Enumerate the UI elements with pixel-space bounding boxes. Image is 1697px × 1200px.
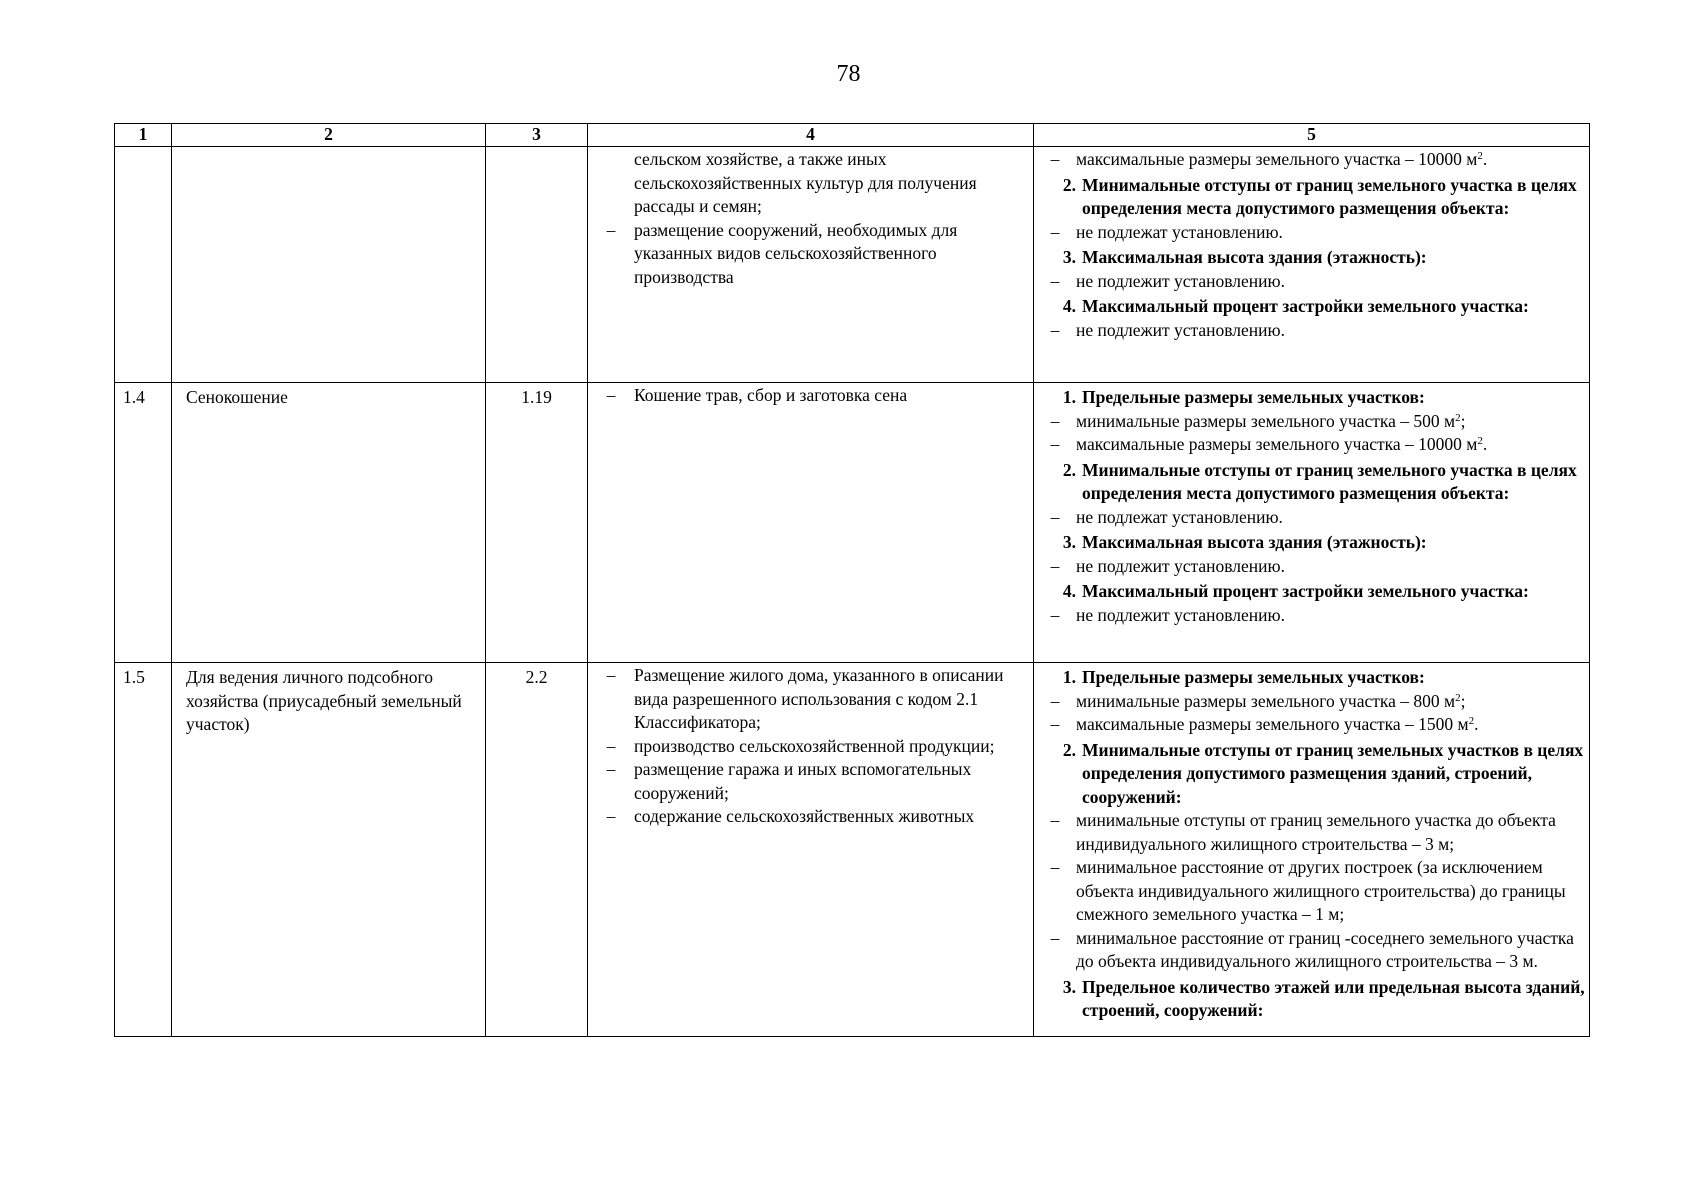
use-type-name: Сенокошение bbox=[172, 383, 486, 663]
page-number: 78 bbox=[836, 61, 861, 87]
parameter-text bbox=[1082, 386, 1589, 410]
parameter-text bbox=[1076, 506, 1589, 530]
dash-marker: – bbox=[1050, 506, 1060, 527]
parameter-text bbox=[1076, 148, 1589, 172]
use-description bbox=[588, 383, 1034, 663]
use-description bbox=[588, 147, 1034, 383]
dash-marker: – bbox=[1050, 319, 1060, 340]
parameter-item bbox=[1034, 604, 1589, 628]
parameter-text bbox=[1076, 604, 1589, 628]
dash-marker bbox=[588, 148, 634, 219]
description-item bbox=[588, 758, 1027, 805]
parameter-heading bbox=[1034, 666, 1589, 690]
superscript: 2 bbox=[1477, 150, 1483, 162]
heading-number: 3. bbox=[1062, 976, 1076, 997]
table-row bbox=[115, 383, 1590, 663]
permitted-parameters bbox=[1034, 383, 1590, 663]
parameter-heading bbox=[1034, 174, 1589, 221]
dash-marker: – bbox=[606, 665, 616, 685]
parameter-heading bbox=[1034, 531, 1589, 555]
description-text: размещение гаража и иных вспомогательных сооружений; bbox=[634, 759, 972, 803]
superscript: 2 bbox=[1455, 411, 1461, 424]
table-row bbox=[115, 147, 1590, 383]
parameter-text-main: Предельные размеры земельных участков: bbox=[1082, 387, 1425, 407]
table-row bbox=[115, 663, 1590, 1037]
description-text: производство сельскохозяйственной продукции; bbox=[634, 735, 995, 756]
parameter-heading bbox=[1034, 580, 1589, 604]
parameter-heading bbox=[1034, 976, 1589, 1023]
row-number: 1.5 bbox=[115, 663, 172, 1037]
dash-marker: – bbox=[1050, 434, 1060, 454]
heading-number: 3. bbox=[1062, 532, 1076, 552]
parameter-text-main: не подлежат установлению. bbox=[1076, 506, 1283, 527]
parameter-item bbox=[1034, 809, 1589, 856]
description-item bbox=[588, 148, 1027, 219]
parameter-item bbox=[1034, 506, 1589, 530]
parameter-text-main: не подлежат установлению. bbox=[1076, 221, 1283, 242]
parameter-item bbox=[1034, 555, 1589, 579]
permitted-parameters bbox=[1034, 147, 1590, 383]
description-item bbox=[588, 219, 1027, 290]
parameter-text bbox=[1076, 713, 1589, 737]
parameter-text bbox=[1082, 459, 1589, 506]
dash-marker: – bbox=[1050, 810, 1060, 830]
parameter-text bbox=[1076, 410, 1589, 434]
parameter-text bbox=[1076, 856, 1589, 927]
parameter-text-main: минимальные размеры земельного участка – 800 м bbox=[1076, 690, 1456, 711]
parameter-text-main: Предельные размеры земельных участков: bbox=[1082, 667, 1425, 687]
table-body bbox=[115, 147, 1590, 1037]
parameter-text-main: Максимальная высота здания (этажность): bbox=[1082, 247, 1427, 267]
parameter-heading bbox=[1034, 246, 1589, 270]
parameter-item bbox=[1034, 319, 1589, 343]
dash-marker: – bbox=[1050, 690, 1060, 711]
column-header-3: 3 bbox=[486, 124, 588, 147]
parameter-text bbox=[1076, 555, 1589, 579]
dash-marker: – bbox=[606, 759, 616, 779]
parameter-heading bbox=[1034, 459, 1589, 506]
description-item bbox=[588, 664, 1027, 735]
dash-marker: – bbox=[1050, 857, 1060, 877]
heading-number: 2. bbox=[1062, 739, 1076, 760]
dash-marker: – bbox=[1050, 604, 1060, 625]
parameter-heading bbox=[1034, 295, 1589, 319]
classifier-code: 2.2 bbox=[486, 663, 588, 1037]
parameter-item bbox=[1034, 690, 1589, 714]
description-text: сельском хозяйстве, а также иных сельскохозяйственных культур для получения рассады и семян; bbox=[634, 149, 977, 216]
parameter-text bbox=[1082, 976, 1589, 1023]
parameter-text-main: не подлежит установлению. bbox=[1076, 555, 1285, 576]
description-text: размещение сооружений, необходимых для указанных видов сельскохозяйственного производства bbox=[634, 219, 958, 287]
parameter-item bbox=[1034, 713, 1589, 737]
trailing-punctuation: . bbox=[1482, 149, 1488, 169]
parameter-text-main: Минимальные отступы от границ земельного участка в целях определения места допустимого размещения объекта: bbox=[1082, 459, 1577, 503]
parameter-text-main: не подлежит установлению. bbox=[1076, 319, 1285, 340]
column-header-1: 1 bbox=[115, 124, 172, 147]
parameter-text bbox=[1082, 739, 1589, 810]
parameter-text bbox=[1076, 433, 1589, 457]
parameter-text bbox=[1076, 927, 1589, 974]
dash-marker: – bbox=[606, 385, 616, 405]
dash-marker: – bbox=[606, 219, 616, 240]
dash-marker: – bbox=[1050, 410, 1060, 431]
heading-number: 4. bbox=[1062, 581, 1076, 601]
description-item bbox=[588, 384, 1027, 408]
parameter-text-main: максимальные размеры земельного участка – 10000 м bbox=[1076, 149, 1478, 169]
parameter-heading bbox=[1034, 386, 1589, 410]
parameter-text-main: Максимальный процент застройки земельного участка: bbox=[1082, 581, 1529, 601]
permitted-parameters bbox=[1034, 663, 1590, 1037]
classifier-code bbox=[486, 147, 588, 383]
parameter-text bbox=[1076, 270, 1589, 294]
parameter-text bbox=[1076, 690, 1589, 714]
use-type-name bbox=[172, 147, 486, 383]
row-number: 1.4 bbox=[115, 383, 172, 663]
trailing-punctuation: . bbox=[1482, 434, 1488, 454]
dash-marker: – bbox=[1050, 270, 1060, 291]
heading-number: 1. bbox=[1062, 387, 1076, 407]
parameter-text-main: не подлежит установлению. bbox=[1076, 604, 1285, 625]
parameter-item bbox=[1034, 433, 1589, 457]
parameter-item bbox=[1034, 270, 1589, 294]
dash-marker: – bbox=[1050, 927, 1060, 948]
parameter-text-main: Минимальные отступы от границ земельных участков в целях определения допустимого размещения зданий, строений, сооружений: bbox=[1082, 739, 1584, 807]
parameter-text-main: минимальные отступы от границ земельного участка до объекта индивидуального жилищного строительства – 3 м; bbox=[1076, 810, 1556, 854]
heading-number: 3. bbox=[1062, 247, 1076, 267]
dash-marker: – bbox=[606, 735, 616, 756]
heading-number: 2. bbox=[1062, 174, 1076, 195]
parameter-item bbox=[1034, 148, 1589, 172]
trailing-punctuation: ; bbox=[1460, 690, 1466, 711]
column-header-5: 5 bbox=[1034, 124, 1590, 147]
parameter-item bbox=[1034, 410, 1589, 434]
parameter-text-main: максимальные размеры земельного участка – 10000 м bbox=[1076, 434, 1478, 454]
heading-number: 2. bbox=[1062, 459, 1076, 480]
column-header-2: 2 bbox=[172, 124, 486, 147]
dash-marker: – bbox=[1050, 149, 1060, 169]
column-header-4: 4 bbox=[588, 124, 1034, 147]
dash-marker: – bbox=[1050, 555, 1060, 576]
parameter-text bbox=[1076, 809, 1589, 856]
dash-marker: – bbox=[1050, 714, 1060, 734]
parameter-item bbox=[1034, 221, 1589, 245]
column-number-row bbox=[115, 124, 1590, 147]
description-text: Размещение жилого дома, указанного в описании вида разрешенного использования с кодом 2.1 Классификатора; bbox=[634, 665, 1004, 732]
classifier-code: 1.19 bbox=[486, 383, 588, 663]
description-text: Кошение трав, сбор и заготовка сена bbox=[634, 385, 908, 405]
parameter-text bbox=[1082, 295, 1589, 319]
parameter-text bbox=[1076, 221, 1589, 245]
parameter-text-main: минимальное расстояние от других построек (за исключением объекта индивидуального жилищного строительства) до границы смежного земельного участка – 1 м; bbox=[1076, 857, 1566, 924]
parameter-text bbox=[1082, 531, 1589, 555]
parameter-text bbox=[1076, 319, 1589, 343]
regulations-table bbox=[114, 123, 1590, 1037]
trailing-punctuation: . bbox=[1474, 714, 1479, 734]
description-item bbox=[588, 735, 1027, 759]
dash-marker: – bbox=[1050, 221, 1060, 242]
parameter-heading bbox=[1034, 739, 1589, 810]
description-item bbox=[588, 805, 1027, 829]
parameter-item bbox=[1034, 927, 1589, 974]
parameter-text-main: минимальное расстояние от границ -соседнего земельного участка до объекта индивидуального жилищного строительства – 3 м. bbox=[1076, 927, 1574, 971]
use-description bbox=[588, 663, 1034, 1037]
parameter-text bbox=[1082, 580, 1589, 604]
parameter-item bbox=[1034, 856, 1589, 927]
superscript: 2 bbox=[1455, 691, 1461, 704]
heading-number: 1. bbox=[1062, 667, 1076, 687]
parameter-text-main: Максимальная высота здания (этажность): bbox=[1082, 532, 1427, 552]
description-text: содержание сельскохозяйственных животных bbox=[634, 806, 975, 826]
superscript: 2 bbox=[1477, 435, 1483, 447]
trailing-punctuation: ; bbox=[1460, 410, 1466, 431]
parameter-text-main: Минимальные отступы от границ земельного участка в целях определения места допустимого размещения объекта: bbox=[1082, 174, 1577, 218]
row-number bbox=[115, 147, 172, 383]
parameter-text-main: Максимальный процент застройки земельного участка: bbox=[1082, 296, 1529, 316]
parameter-text bbox=[1082, 174, 1589, 221]
use-type-name: Для ведения личного подсобного хозяйства (приусадебный земельный участок) bbox=[172, 663, 486, 1037]
heading-number: 4. bbox=[1062, 296, 1076, 316]
parameter-text bbox=[1082, 666, 1589, 690]
parameter-text bbox=[1082, 246, 1589, 270]
parameter-text-main: максимальные размеры земельного участка – 1500 м bbox=[1076, 714, 1469, 734]
superscript: 2 bbox=[1468, 715, 1475, 727]
parameter-text-main: Предельное количество этажей или предельная высота зданий, строений, сооружений: bbox=[1082, 976, 1585, 1020]
dash-marker: – bbox=[606, 806, 616, 826]
parameter-text-main: минимальные размеры земельного участка – 500 м bbox=[1076, 410, 1456, 431]
parameter-text-main: не подлежит установлению. bbox=[1076, 270, 1285, 291]
